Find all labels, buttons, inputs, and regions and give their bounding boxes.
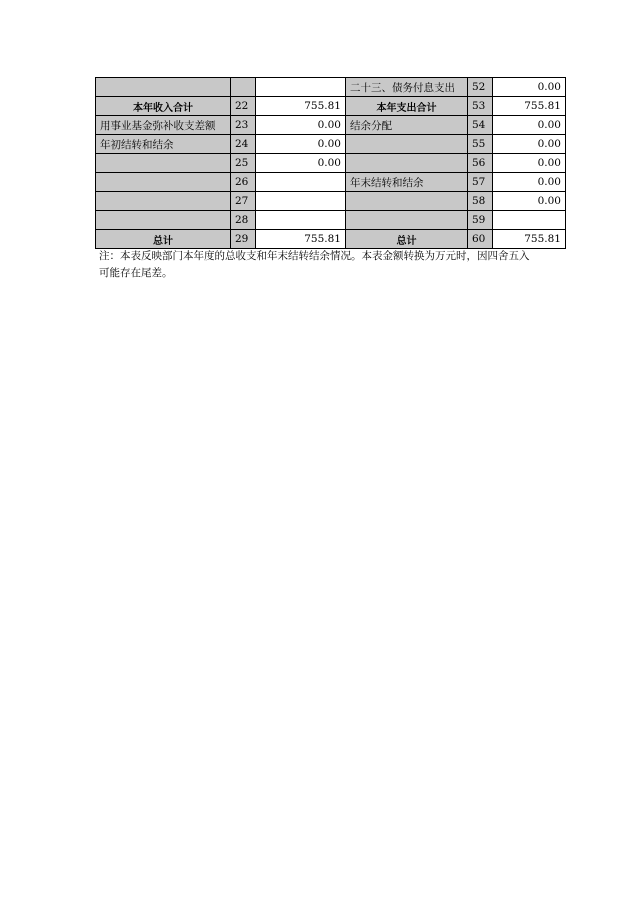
left-line-number: 26 [231, 173, 256, 192]
right-amount: 755.81 [493, 230, 566, 249]
right-item-name [346, 192, 468, 211]
footnote-line-1: 注：本表反映部门本年度的总收支和年末结转结余情况。本表金额转换为万元时，因四舍五入 [99, 250, 530, 262]
left-amount: 755.81 [256, 97, 346, 116]
right-line-number: 57 [468, 173, 493, 192]
left-line-number [231, 78, 256, 97]
right-item-name [346, 211, 468, 230]
income-expenditure-table [95, 77, 566, 249]
left-amount [256, 211, 346, 230]
right-item-name: 总计 [346, 230, 468, 249]
table-row [96, 211, 566, 230]
right-amount: 0.00 [493, 173, 566, 192]
right-amount: 0.00 [493, 78, 566, 97]
right-line-number: 58 [468, 192, 493, 211]
left-amount [256, 78, 346, 97]
table-row [96, 230, 566, 249]
right-line-number: 56 [468, 154, 493, 173]
right-line-number: 60 [468, 230, 493, 249]
right-amount: 755.81 [493, 97, 566, 116]
left-amount: 0.00 [256, 135, 346, 154]
table-row [96, 135, 566, 154]
table-footnote [99, 248, 569, 282]
right-line-number: 52 [468, 78, 493, 97]
left-line-number: 29 [231, 230, 256, 249]
left-line-number: 23 [231, 116, 256, 135]
table-row [96, 192, 566, 211]
right-amount: 0.00 [493, 192, 566, 211]
left-item-name: 总计 [96, 230, 231, 249]
left-line-number: 28 [231, 211, 256, 230]
left-item-name: 本年收入合计 [96, 97, 231, 116]
right-item-name [346, 135, 468, 154]
left-item-name [96, 78, 231, 97]
table-row [96, 154, 566, 173]
right-amount: 0.00 [493, 154, 566, 173]
right-line-number: 53 [468, 97, 493, 116]
left-line-number: 27 [231, 192, 256, 211]
left-amount: 0.00 [256, 154, 346, 173]
table-row [96, 97, 566, 116]
left-item-name [96, 154, 231, 173]
left-item-name: 用事业基金弥补收支差额 [96, 116, 231, 135]
left-line-number: 22 [231, 97, 256, 116]
right-item-name: 本年支出合计 [346, 97, 468, 116]
table-row [96, 116, 566, 135]
right-line-number: 54 [468, 116, 493, 135]
right-item-name: 结余分配 [346, 116, 468, 135]
left-line-number: 25 [231, 154, 256, 173]
right-item-name [346, 154, 468, 173]
right-line-number: 55 [468, 135, 493, 154]
left-amount: 755.81 [256, 230, 346, 249]
right-amount: 0.00 [493, 116, 566, 135]
right-amount: 0.00 [493, 135, 566, 154]
right-amount [493, 211, 566, 230]
right-line-number: 59 [468, 211, 493, 230]
right-item-name: 二十三、债务付息支出 [346, 78, 468, 97]
left-amount: 0.00 [256, 116, 346, 135]
right-item-name: 年末结转和结余 [346, 173, 468, 192]
table-row [96, 173, 566, 192]
left-line-number: 24 [231, 135, 256, 154]
table-row [96, 78, 566, 97]
left-item-name [96, 211, 231, 230]
left-item-name [96, 192, 231, 211]
left-amount [256, 192, 346, 211]
left-amount [256, 173, 346, 192]
left-item-name: 年初结转和结余 [96, 135, 231, 154]
footnote-line-2: 可能存在尾差。 [99, 267, 173, 279]
left-item-name [96, 173, 231, 192]
